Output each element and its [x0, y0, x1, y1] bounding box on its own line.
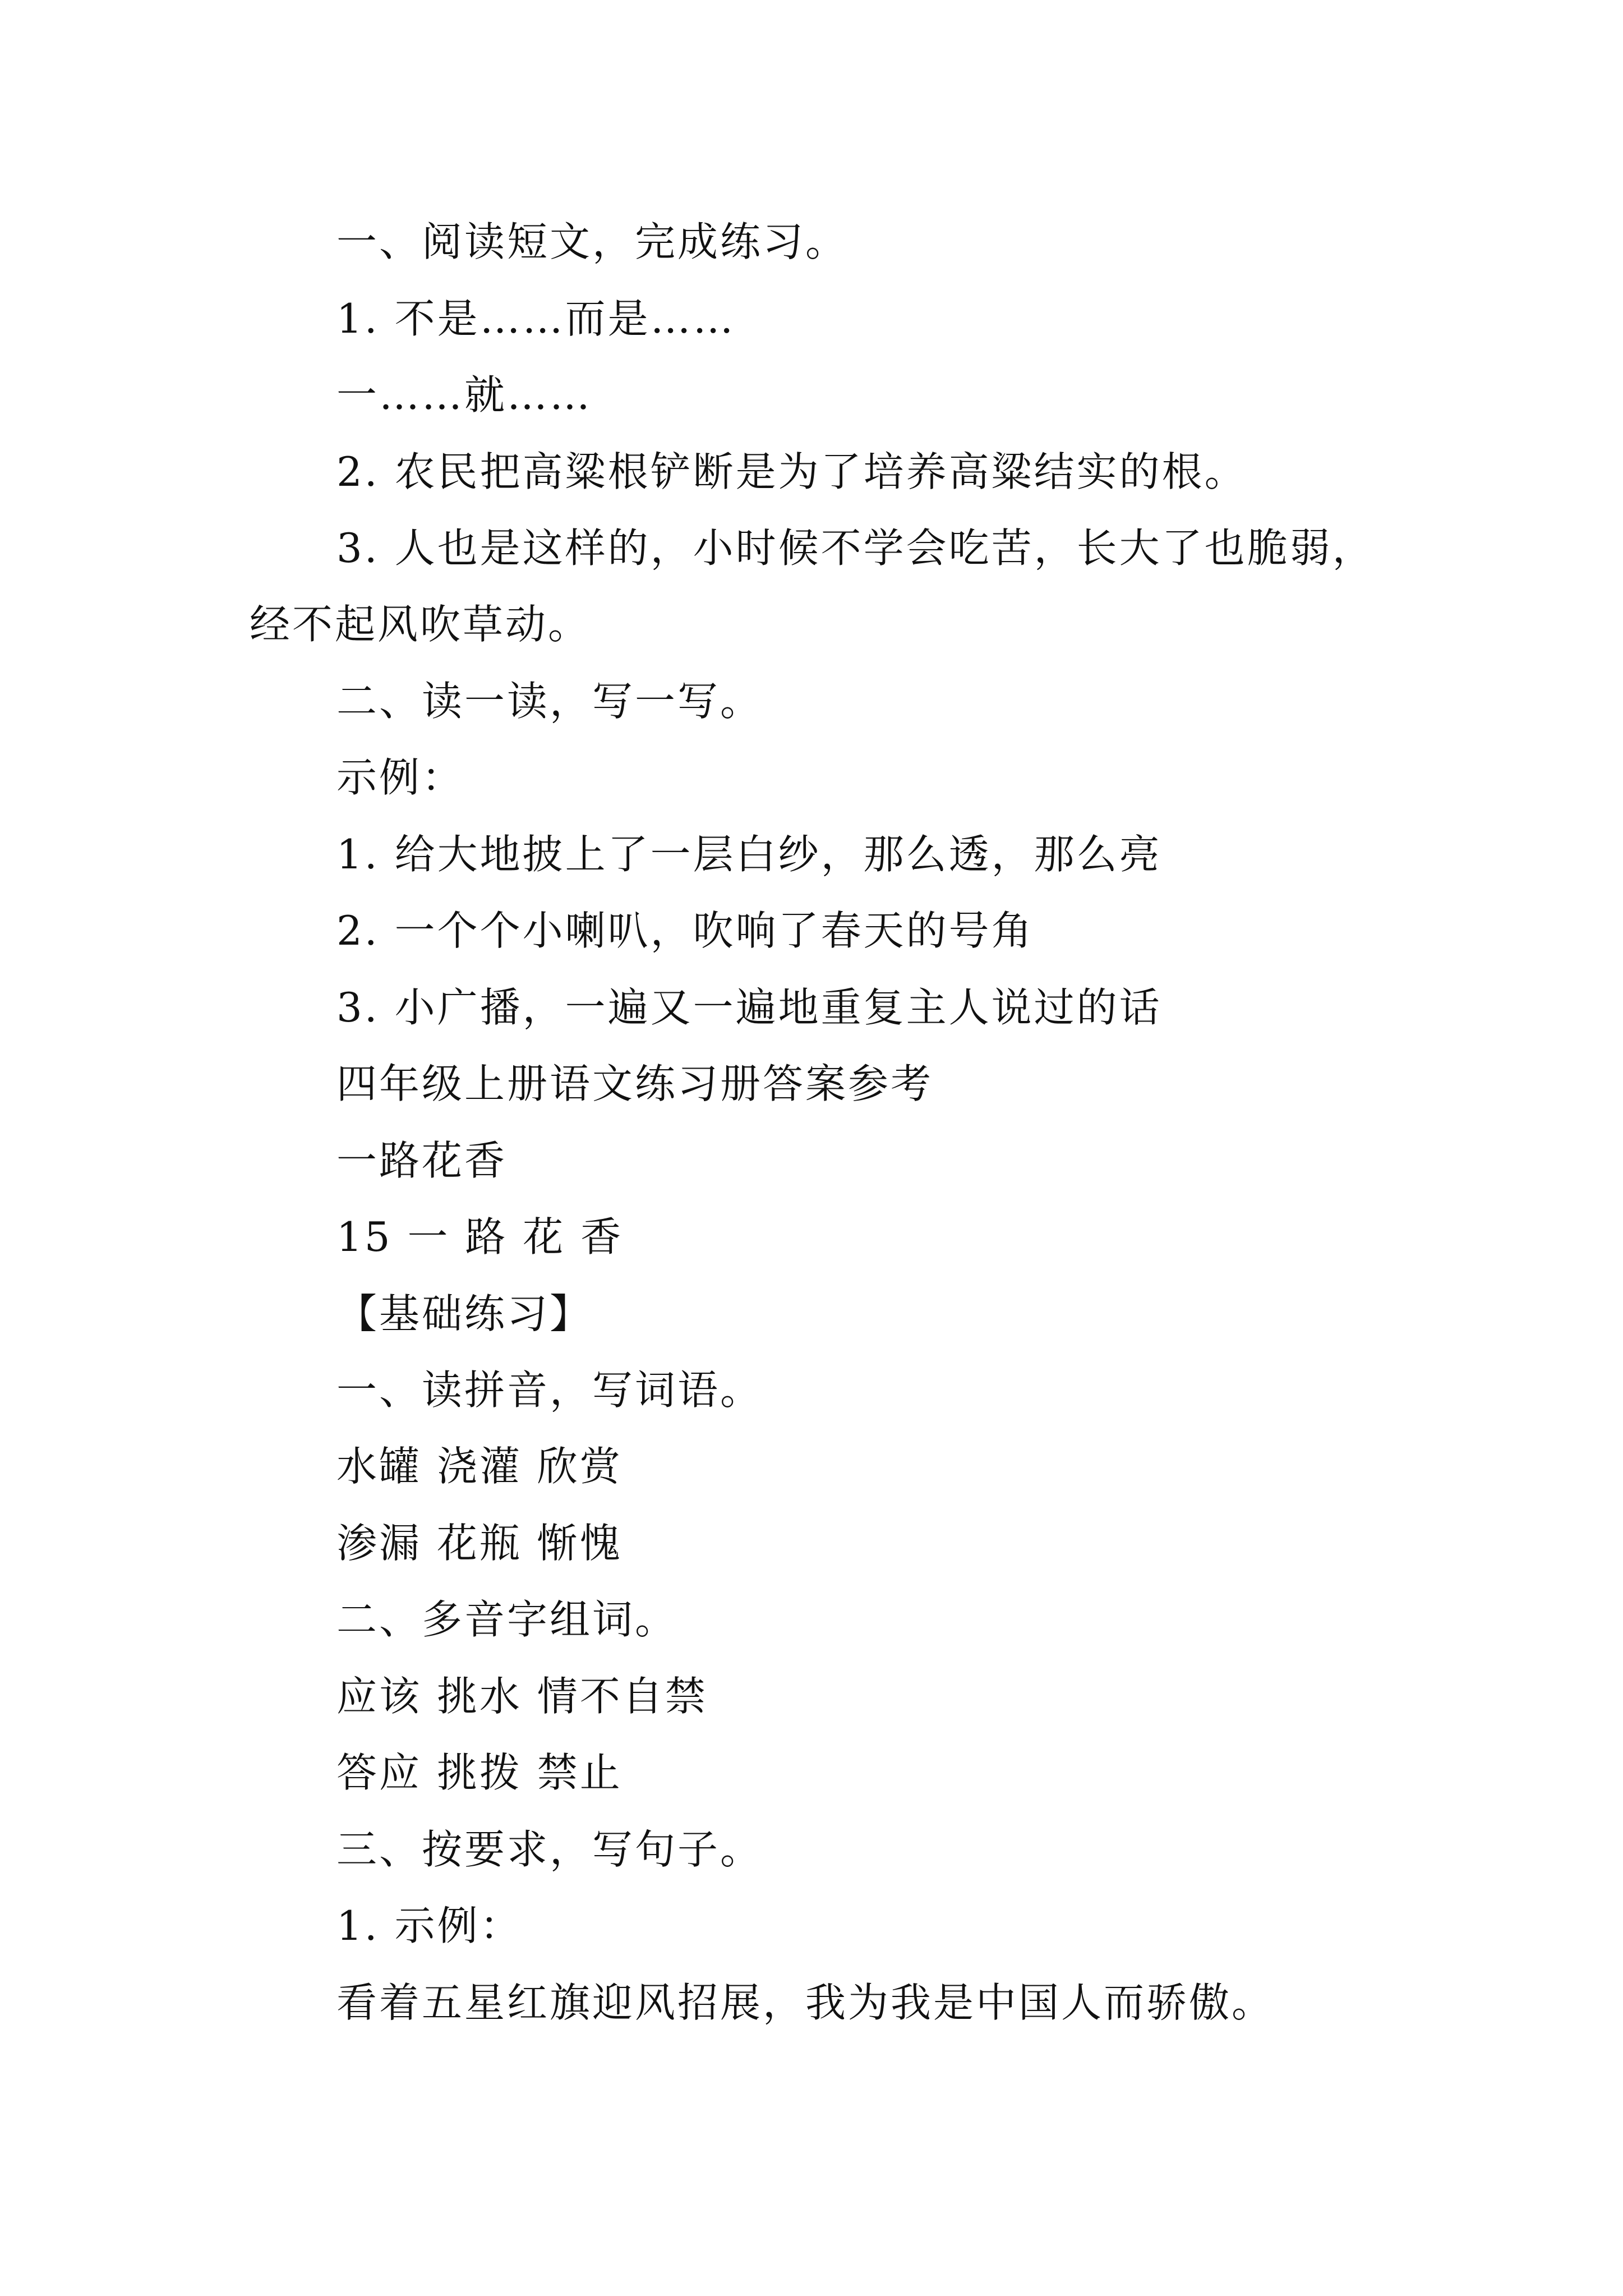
- sentence-example: 看着五星红旗迎风招展，我为我是中国人而骄傲。: [336, 1979, 1275, 2026]
- answer-3: 3. 人也是这样的，小时候不学会吃苦，长大了也脆弱，: [336, 524, 1375, 572]
- example-3: 3. 小广播，一遍又一遍地重复主人说过的话: [336, 984, 1162, 1031]
- answer-3-continued: 经不起风吹草动。: [250, 601, 591, 648]
- example-2: 2. 一个个小喇叭，吹响了春天的号角: [336, 907, 1034, 954]
- example-1: 1. 给大地披上了一层白纱，那么透，那么亮: [336, 831, 1162, 878]
- sentence-example-label: 1. 示例：: [336, 1902, 523, 1949]
- heading-reading: 一、阅读短文，完成练习。: [336, 218, 849, 265]
- heading-read-write: 二、读一读，写一写。: [336, 678, 763, 725]
- lesson-title: 15 一 路 花 香: [336, 1213, 624, 1260]
- heading-sentences: 三、按要求，写句子。: [336, 1826, 763, 1873]
- answer-2: 2. 农民把高粱根铲断是为了培养高粱结实的根。: [336, 448, 1247, 495]
- polyphone-row-2: 答应 挑拨 禁止: [336, 1749, 623, 1796]
- heading-polyphone: 二、多音字组词。: [336, 1596, 678, 1643]
- lesson-name: 一路花香: [336, 1137, 508, 1184]
- words-row-1: 水罐 浇灌 欣赏: [336, 1443, 623, 1490]
- answer-1: 1. 不是……而是……: [336, 295, 736, 342]
- basic-practice-heading: 【基础练习】: [336, 1290, 593, 1337]
- answer-1-continued: 一……就……: [336, 371, 593, 418]
- section-title: 四年级上册语文练习册答案参考: [336, 1060, 934, 1107]
- example-label: 示例：: [336, 754, 465, 801]
- words-row-2: 渗漏 花瓶 惭愧: [336, 1520, 623, 1567]
- heading-pinyin: 一、读拼音，写词语。: [336, 1366, 763, 1414]
- polyphone-row-1: 应该 挑水 情不自禁: [336, 1673, 708, 1720]
